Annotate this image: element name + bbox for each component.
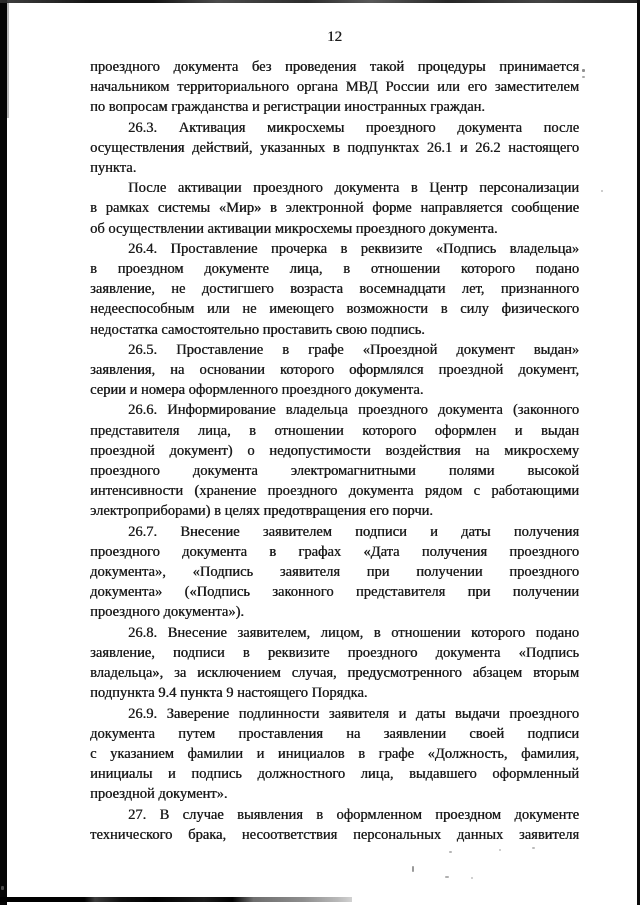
text-line: электроприборами) в целях предотвращения его порчи. [90, 503, 433, 520]
paragraph [90, 239, 579, 340]
text-line: 26.9. Заверение подлинности заявителя и даты выдачи проездного [128, 705, 579, 722]
text-line: в рамках системы «Мир» в электронной форме направляется сообщение [90, 200, 579, 217]
text-line: 26.4. Проставление прочерка в реквизите «Подпись владельца» [128, 240, 579, 257]
text-line: с указанием фамилии и инициалов в графе «Должность, фамилия, [90, 745, 579, 762]
text-line: заявления, на основании которого оформлялся проездной документ, [90, 362, 579, 379]
scan-speck [499, 849, 501, 851]
paragraph [90, 340, 579, 401]
text-line: После активации проездного документа в Центр персонализации [128, 180, 579, 197]
text-line: по вопросам гражданства и регистрации иностранных граждан. [90, 99, 485, 116]
text-line: 26.6. Информирование владельца проездного документа (законного [128, 402, 579, 419]
scan-speck [582, 76, 585, 78]
text-line: 27. В случае выявления в оформленном проездном документе [128, 806, 579, 823]
text-line: об осуществлении активации микросхемы проездного документа. [90, 220, 498, 237]
scan-speck [445, 876, 449, 878]
text-line: в проездном документе лица, в отношении которого подано [90, 261, 579, 278]
text-line: документа» («Подпись законного представителя при получении [90, 584, 579, 601]
scan-speck [582, 69, 585, 72]
text-line: 26.5. Проставление в графе «Проездной документ выдан» [128, 341, 579, 358]
text-line: пункта. [90, 160, 137, 177]
text-line: подпункта 9.4 пункта 9 настоящего Порядка. [90, 685, 368, 702]
scan-speck [471, 877, 473, 879]
text-line: представителя лица, в отношении которого оформлен и выдан [90, 422, 579, 439]
scan-top-line [0, 0, 640, 3]
text-line: серии и номера оформленного проездного документа. [90, 382, 424, 399]
text-line: проездного документа без проведения такой процедуры принимается [90, 59, 579, 75]
scan-bottom-bar [0, 897, 352, 902]
paragraph [90, 178, 579, 239]
text-line: 26.7. Внесение заявителем подписи и даты получения [128, 523, 579, 540]
text-line: документа», «Подпись заявителя при получении проездного [90, 564, 579, 581]
text-line: инициалы и подпись должностного лица, выдавшего оформленный [90, 766, 579, 783]
text-line: осуществления действий, указанных в подпунктах 26.1 и 26.2 настоящего [90, 139, 579, 156]
text-line: 26.3. Активация микросхемы проездного документа после [128, 119, 579, 136]
text-line: владельца», за исключением случая, предусмотренного абзацем вторым [90, 665, 579, 682]
paragraph [90, 704, 579, 805]
paragraph [90, 400, 579, 521]
scan-edge-left-bar [0, 0, 7, 905]
paragraph [90, 118, 579, 179]
text-line: проездного документа в графах «Дата получения проездного [90, 543, 579, 560]
text-line: документа путем проставления на заявлении своей подписи [90, 725, 579, 742]
text-line: недостатка самостоятельно проставить свою подпись. [90, 321, 425, 338]
paragraph [90, 522, 579, 623]
scan-speck [1, 886, 4, 890]
text-line: начальником территориального органа МВД России или его заместителем [90, 79, 579, 96]
text-line: интенсивности (хранение проездного документа рядом с работающими [90, 483, 579, 500]
paragraph [90, 623, 579, 704]
text-line: заявление, не достигшего возраста восемнадцати лет, признанного [90, 281, 579, 298]
text-line: проездного документа электромагнитными полями высокой [90, 463, 579, 480]
text-line: 26.8. Внесение заявителем, лицом, в отношении которого подано [128, 624, 579, 641]
text-line: недееспособным или не имеющего возможности в силу физического [90, 301, 579, 318]
text-line: заявление, подписи в реквизите проездного документа «Подпись [90, 644, 579, 661]
text-line: проездной документ) о недопустимости воздействия на микросхему [90, 442, 579, 459]
scan-speck [412, 866, 414, 872]
text-line: проездной документ». [90, 786, 228, 803]
document-text [90, 57, 579, 845]
text-line: технического брака, несоответствия персональных данных заявителя [90, 826, 579, 843]
scan-edge-left-soft [7, 2, 9, 118]
paragraph [90, 57, 579, 118]
scan-speck [532, 847, 535, 849]
scan-speck [449, 851, 452, 853]
text-line: проездного документа»). [90, 604, 244, 621]
scan-speck [601, 190, 603, 192]
page-number: 12 [327, 29, 342, 45]
paragraph [90, 805, 579, 845]
